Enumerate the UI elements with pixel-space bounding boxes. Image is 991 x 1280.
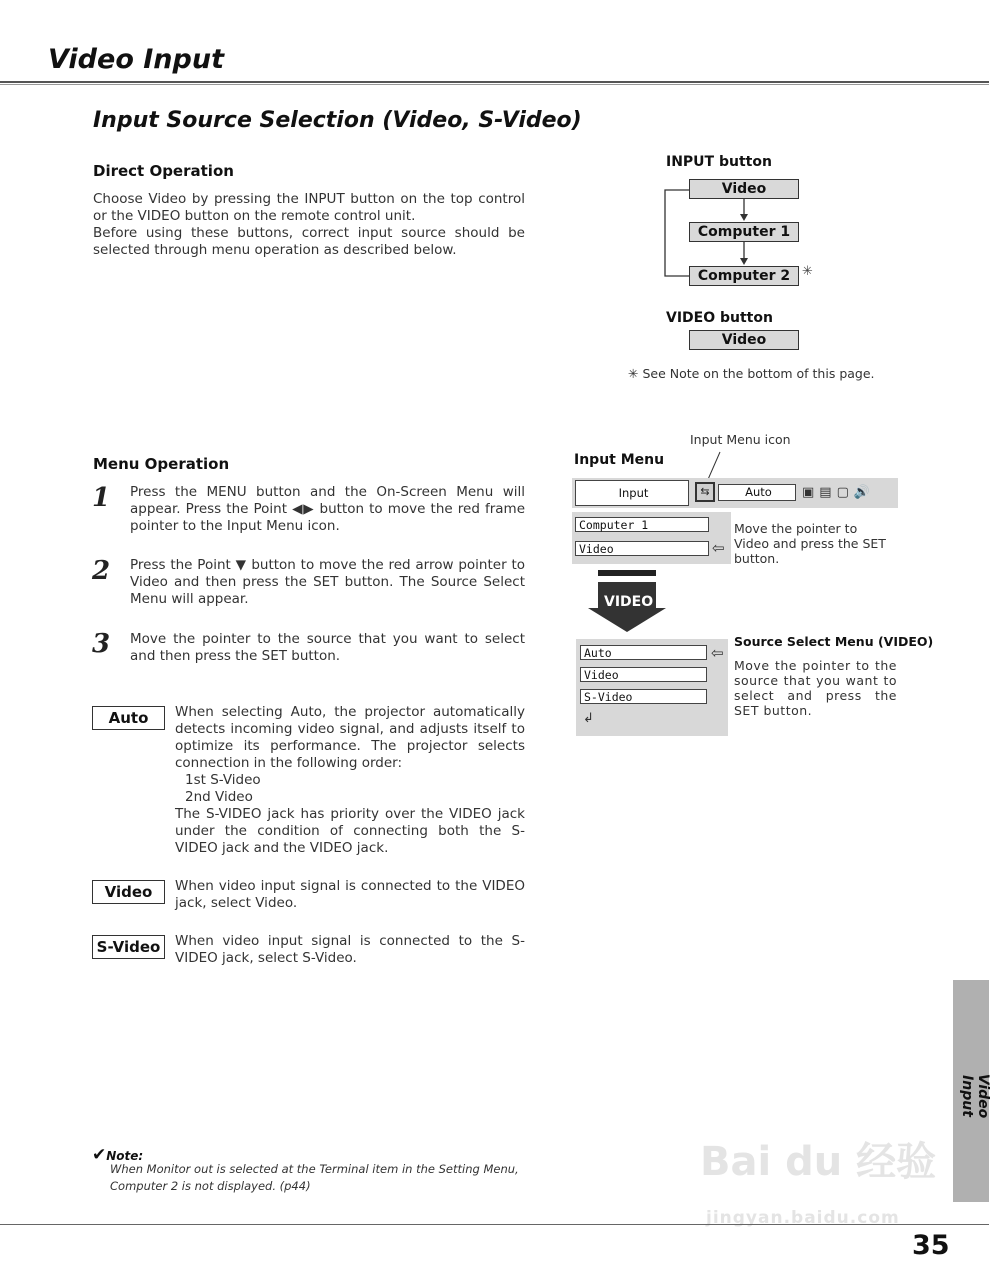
direct-operation-text [93,191,525,259]
option-video-label: Video [92,880,165,904]
check-icon: ✔ [92,1145,107,1165]
direct-para-1: Choose Video by pressing the INPUT button on the top control or the VIDEO button on the remote control unit. [93,191,525,224]
step-3-number: 3 [92,629,111,659]
auto-line-1: When selecting Auto, the projector automatically detects incoming video signal, and adjusts itself to optimize its performance. The projector selects connection in the following order: [175,704,525,771]
auto-line-4: The S-VIDEO jack has priority over the VIDEO jack under the condition of connecting both the S-VIDEO jack and the VIDEO jack. [175,806,525,856]
input-menu-bar-value: Auto [718,484,796,501]
direct-operation-heading: Direct Operation [93,162,234,180]
video-arrow-label: VIDEO [604,594,654,610]
source-pointer-arrow-icon: ⇦ [711,644,724,662]
watermark-url: jingyan.baidu.com [706,1208,900,1228]
flow-item-computer-1: Computer 1 [689,222,799,242]
input-menu-title: Input Menu [574,452,665,468]
option-auto-label: Auto [92,706,165,730]
down-arrow-icon [740,214,748,221]
header-rule [0,81,989,85]
option-video-text: When video input signal is connected to the VIDEO jack, select Video. [175,878,525,911]
input-menu-item-computer-1: Computer 1 [575,517,709,532]
auto-line-2: 1st S-Video [185,772,261,788]
direct-para-2: Before using these buttons, correct input source should be selected through menu operation as described below. [93,225,525,258]
side-tab-text: Video Input [959,1073,991,1119]
menu-operation-heading: Menu Operation [93,455,230,473]
menu-toolbar-icons: ▣▤▢🔊 [802,485,876,500]
input-menu-instruction: Move the pointer to Video and press the SET button. [734,521,886,566]
flow-item-computer-2: Computer 2 [689,266,799,286]
auto-line-3: 2nd Video [185,789,253,805]
step-2-text: Press the Point ▼ button to move the red arrow pointer to Video and then press the SET button. The Source Select Menu will appear. [130,557,525,607]
step-1-number: 1 [92,483,111,513]
flow-note: ✳ See Note on the bottom of this page. [628,366,875,381]
video-button-label: VIDEO button [666,310,773,326]
watermark-logo: Bai du 经验 [700,1139,937,1185]
note-title-text: Note: [106,1149,144,1163]
step-2-number: 2 [92,556,111,586]
footer-rule [0,1224,989,1225]
page-title: Video Input [48,44,224,75]
flow-item-video: Video [689,179,799,199]
asterisk-mark: ✳ [802,264,813,279]
option-svideo-text: When video input signal is connected to the S-VIDEO jack, select S-Video. [175,933,525,966]
section-title: Input Source Selection (Video, S-Video) [93,108,582,133]
input-button-label: INPUT button [666,154,772,170]
source-select-instruction: Move the pointer to the source that you want to select and press the SET button. [734,658,897,718]
step-3-text: Move the pointer to the source that you want to select and then press the SET button. [130,631,525,664]
pointer-arrow-icon: ⇦ [712,539,725,557]
input-menu-icon-callout: Input Menu icon [690,432,791,447]
input-menu-bar-label: Input [575,480,689,506]
flow-item-video-button: Video [689,330,799,350]
option-auto-text [175,704,525,857]
source-item-video: Video [580,667,707,682]
option-svideo-label: S-Video [92,935,165,959]
source-item-svideo: S-Video [580,689,707,704]
return-icon: ↲ [583,711,594,726]
note-text: When Monitor out is selected at the Terminal item in the Setting Menu, Computer 2 is not displayed. (p44) [110,1162,519,1193]
source-item-auto: Auto [580,645,707,660]
input-menu-icon: ⇆ [695,482,715,502]
input-menu-item-video: Video [575,541,709,556]
step-1-text: Press the MENU button and the On-Screen Menu will appear. Press the Point ◀▶ button to move the red frame pointer to the Input Menu icon. [130,484,525,534]
page-number: 35 [912,1230,950,1261]
source-select-title: Source Select Menu (VIDEO) [734,634,934,649]
